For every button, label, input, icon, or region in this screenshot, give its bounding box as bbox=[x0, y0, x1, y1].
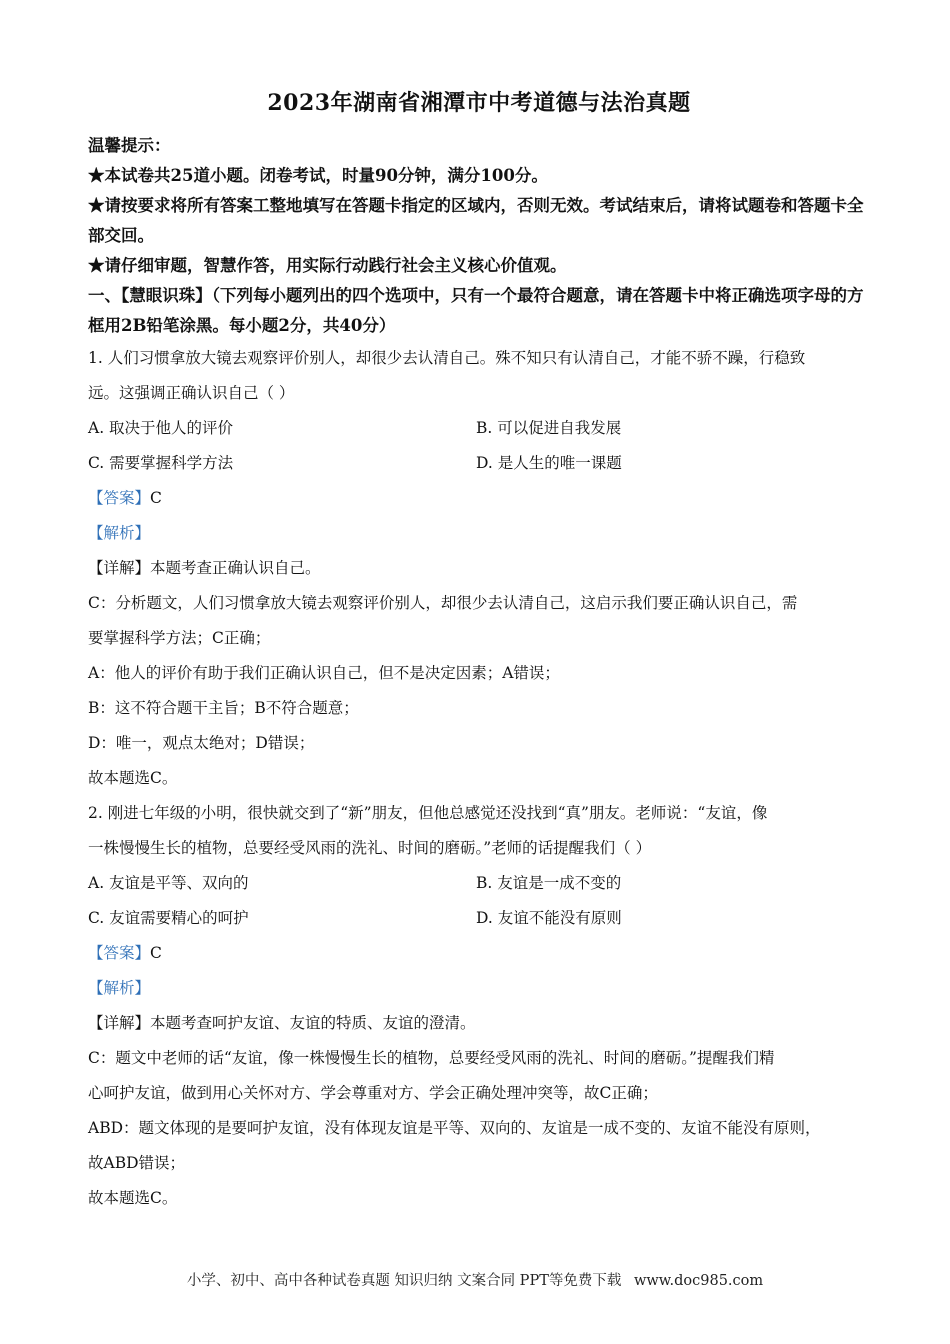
q1-explain-line: A：他人的评价有助于我们正确认识自己，但不是决定因素；A错误； bbox=[88, 664, 560, 682]
q2-explain-line: ABD：题文体现的是要呵护友谊，没有体现友谊是平等、双向的、友谊是一成不变的、友谊不能没有原则， bbox=[88, 1119, 821, 1137]
q1-option-b: B. 可以促进自我发展 bbox=[476, 419, 622, 437]
q1-stem-cont: 远。这强调正确认识自己（ ） bbox=[88, 384, 295, 402]
q2-options-row bbox=[88, 866, 870, 901]
detail-text: 本题考查呵护友谊、友谊的特质、友谊的澄清。 bbox=[150, 1014, 476, 1032]
page-title: 2023年湖南省湘潭市中考道德与法治真题 bbox=[267, 90, 691, 116]
q2-analysis-tag: 【解析】 bbox=[88, 979, 151, 997]
footer-site-link[interactable]: www.doc985.com bbox=[633, 1273, 764, 1289]
q2-option-d: D. 友谊不能没有原则 bbox=[476, 909, 622, 927]
q2-explain-line: C：题文中老师的话“友谊，像一株慢慢生长的植物，总要经受风雨的洗礼、时间的磨砺。”提醒我们精 bbox=[88, 1049, 775, 1067]
answer-tag: 【答案】 bbox=[88, 944, 151, 962]
q1-answer bbox=[88, 481, 870, 516]
q1-explain-line: D：唯一，观点太绝对；D错误； bbox=[88, 734, 315, 752]
q1-stem: 1. 人们习惯拿放大镜去观察评价别人，却很少去认清自己。殊不知只有认清自己，才能不骄不躁，行稳致 bbox=[88, 349, 806, 367]
q1-option-d: D. 是人生的唯一课题 bbox=[476, 454, 622, 472]
q2-option-c: C. 友谊需要精心的呵护 bbox=[88, 909, 249, 927]
q2-conclusion: 故本题选C。 bbox=[88, 1189, 178, 1207]
q1-explain-line: B：这不符合题干主旨；B不符合题意； bbox=[88, 699, 359, 717]
section-heading: 一、【慧眼识珠】（下列每小题列出的四个选项中，只有一个最符合题意，请在答题卡中将正确选项字母的方框用2B铅笔涂黑。每小题2分，共40分） bbox=[88, 286, 864, 335]
exam-page bbox=[88, 78, 870, 1216]
q1-detail bbox=[88, 551, 870, 586]
page-footer bbox=[0, 1269, 950, 1290]
answer-value: C bbox=[150, 489, 162, 507]
q2-detail bbox=[88, 1006, 870, 1041]
footer-text: 小学、初中、高中各种试卷真题 知识归纳 文案合同 PPT等免费下载 bbox=[186, 1273, 622, 1289]
q2-option-b: B. 友谊是一成不变的 bbox=[476, 874, 622, 892]
q2-stem: 2. 刚进七年级的小明，很快就交到了“新”朋友，但他总感觉还没找到“真”朋友。老师说：“友谊，像 bbox=[88, 804, 768, 822]
q1-option-c: C. 需要掌握科学方法 bbox=[88, 454, 234, 472]
q2-answer bbox=[88, 936, 870, 971]
q1-explain-line: 要掌握科学方法；C正确； bbox=[88, 629, 271, 647]
q2-stem-cont: 一株慢慢生长的植物，总要经受风雨的洗礼、时间的磨砺。”老师的话提醒我们（ ） bbox=[88, 839, 652, 857]
q2-option-a: A. 友谊是平等、双向的 bbox=[88, 874, 249, 892]
detail-tag: 【详解】 bbox=[88, 1014, 151, 1032]
q1-options-row bbox=[88, 446, 870, 481]
tip-item: ★本试卷共25道小题。闭卷考试，时量90分钟，满分100分。 bbox=[88, 166, 548, 185]
q2-explain-line: 心呵护友谊，做到用心关怀对方、学会尊重对方、学会正确处理冲突等，故C正确； bbox=[88, 1084, 658, 1102]
q1-option-a: A. 取决于他人的评价 bbox=[88, 419, 234, 437]
detail-tag: 【详解】 bbox=[88, 559, 151, 577]
q2-explain-line: 故ABD错误； bbox=[88, 1154, 186, 1172]
q1-analysis-tag: 【解析】 bbox=[88, 524, 151, 542]
q1-explain-line: C：分析题文，人们习惯拿放大镜去观察评价别人，却很少去认清自己，这启示我们要正确认识自己，需 bbox=[88, 594, 798, 612]
q2-options-row bbox=[88, 901, 870, 936]
answer-value: C bbox=[150, 944, 162, 962]
tip-item: ★请仔细审题，智慧作答，用实际行动践行社会主义核心价值观。 bbox=[88, 256, 567, 275]
q1-conclusion: 故本题选C。 bbox=[88, 769, 178, 787]
tips-heading: 温馨提示： bbox=[88, 136, 171, 155]
detail-text: 本题考查正确认识自己。 bbox=[150, 559, 321, 577]
q1-options-row bbox=[88, 411, 870, 446]
answer-tag: 【答案】 bbox=[88, 489, 151, 507]
tip-item: ★请按要求将所有答案工整地填写在答题卡指定的区域内，否则无效。考试结束后，请将试题卷和答题卡全部交回。 bbox=[88, 196, 864, 245]
